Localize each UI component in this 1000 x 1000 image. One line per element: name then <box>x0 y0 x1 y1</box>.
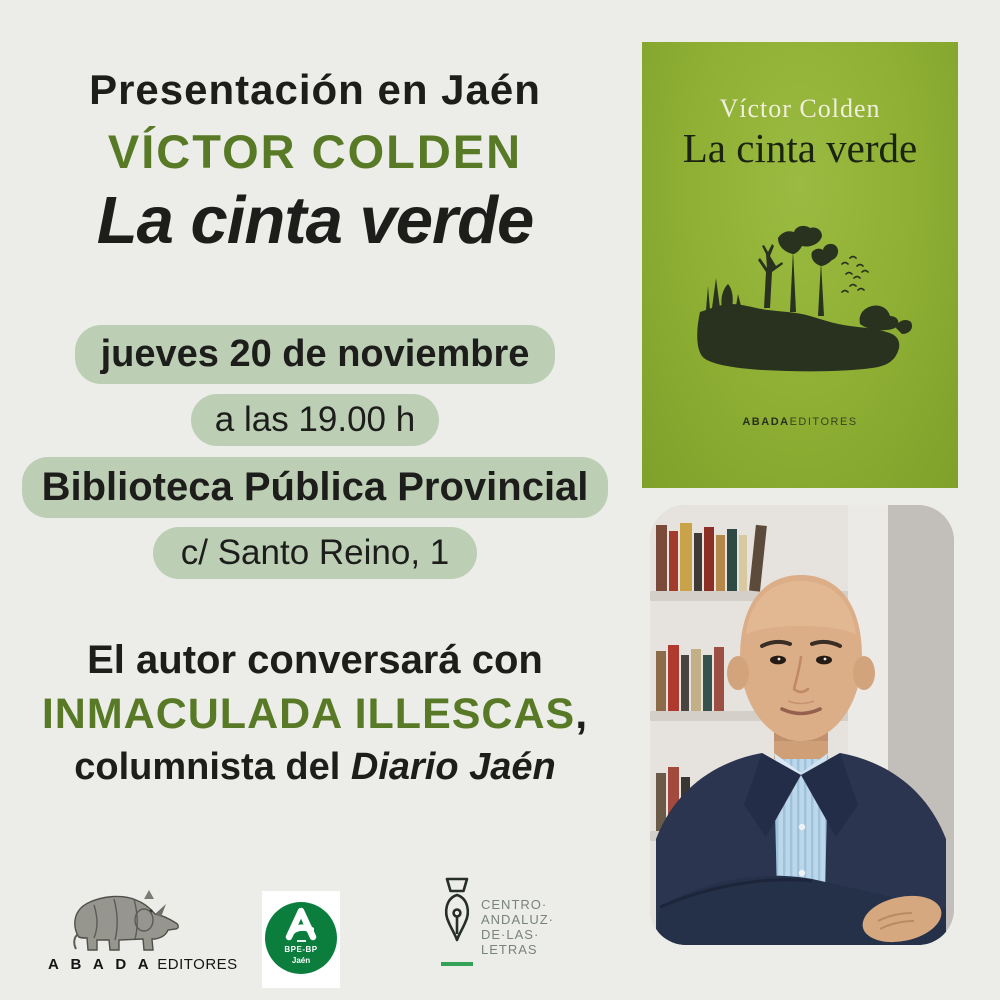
junta-label-jaen: Jaén <box>291 956 311 965</box>
author-name-title: VÍCTOR COLDEN <box>107 125 523 178</box>
newspaper-name: Diario Jaén <box>350 746 556 788</box>
event-venue-pill: Biblioteca Pública Provincial <box>22 457 609 518</box>
book-cover <box>642 42 958 488</box>
author-portrait-illustration <box>650 505 954 945</box>
cal-word-2: ANDALUZ· <box>481 912 555 927</box>
event-address-pill: c/ Santo Reino, 1 <box>153 527 478 579</box>
author-photo <box>650 505 954 945</box>
event-date-row <box>15 325 615 384</box>
junta-a-icon <box>281 905 321 945</box>
book-title: La cinta verde <box>96 183 534 258</box>
landscape-silhouette-illustration <box>692 220 918 376</box>
abada-editores-wordmark <box>48 956 238 973</box>
cal-word-3: DE·LAS· <box>481 927 540 942</box>
pen-nib-icon <box>440 876 474 960</box>
event-date-pill: jueves 20 de noviembre <box>75 325 556 384</box>
abada-rhino-logo-icon <box>60 886 180 956</box>
junta-andalucia-logo <box>262 891 340 988</box>
abada-wordmark-bold: A B A D A <box>48 956 153 973</box>
event-time-pill: a las 19.00 h <box>191 394 439 446</box>
interviewer-name <box>15 690 615 739</box>
junta-green-circle <box>265 902 337 974</box>
conversation-intro: El autor conversará con <box>87 638 543 682</box>
event-venue-row <box>15 457 615 518</box>
presentation-city-title: Presentación en Jaén <box>89 66 541 113</box>
junta-dash <box>297 940 306 942</box>
interviewer-name-text: INMACULADA ILLESCAS <box>41 690 576 738</box>
abada-wordmark-light: EDITORES <box>152 956 238 973</box>
cover-publisher-bold: ABADA <box>742 416 790 428</box>
event-address-row <box>15 527 615 579</box>
cover-author-name: Víctor Colden <box>719 94 881 123</box>
cover-book-title: La cinta verde <box>682 125 918 171</box>
cal-word-1: CENTRO· <box>481 897 548 912</box>
cover-publisher <box>642 416 958 428</box>
junta-label-bpe: BPE-BP <box>284 945 318 954</box>
interviewer-role-prefix: columnista del <box>74 746 351 788</box>
event-time-row <box>15 394 615 446</box>
interviewer-name-comma: , <box>575 690 589 738</box>
cal-word-4: LETRAS <box>481 942 538 957</box>
cal-wordmark <box>481 897 554 957</box>
cal-green-underline <box>441 962 473 966</box>
cover-publisher-light: EDITORES <box>789 416 858 428</box>
interviewer-role <box>15 746 615 789</box>
